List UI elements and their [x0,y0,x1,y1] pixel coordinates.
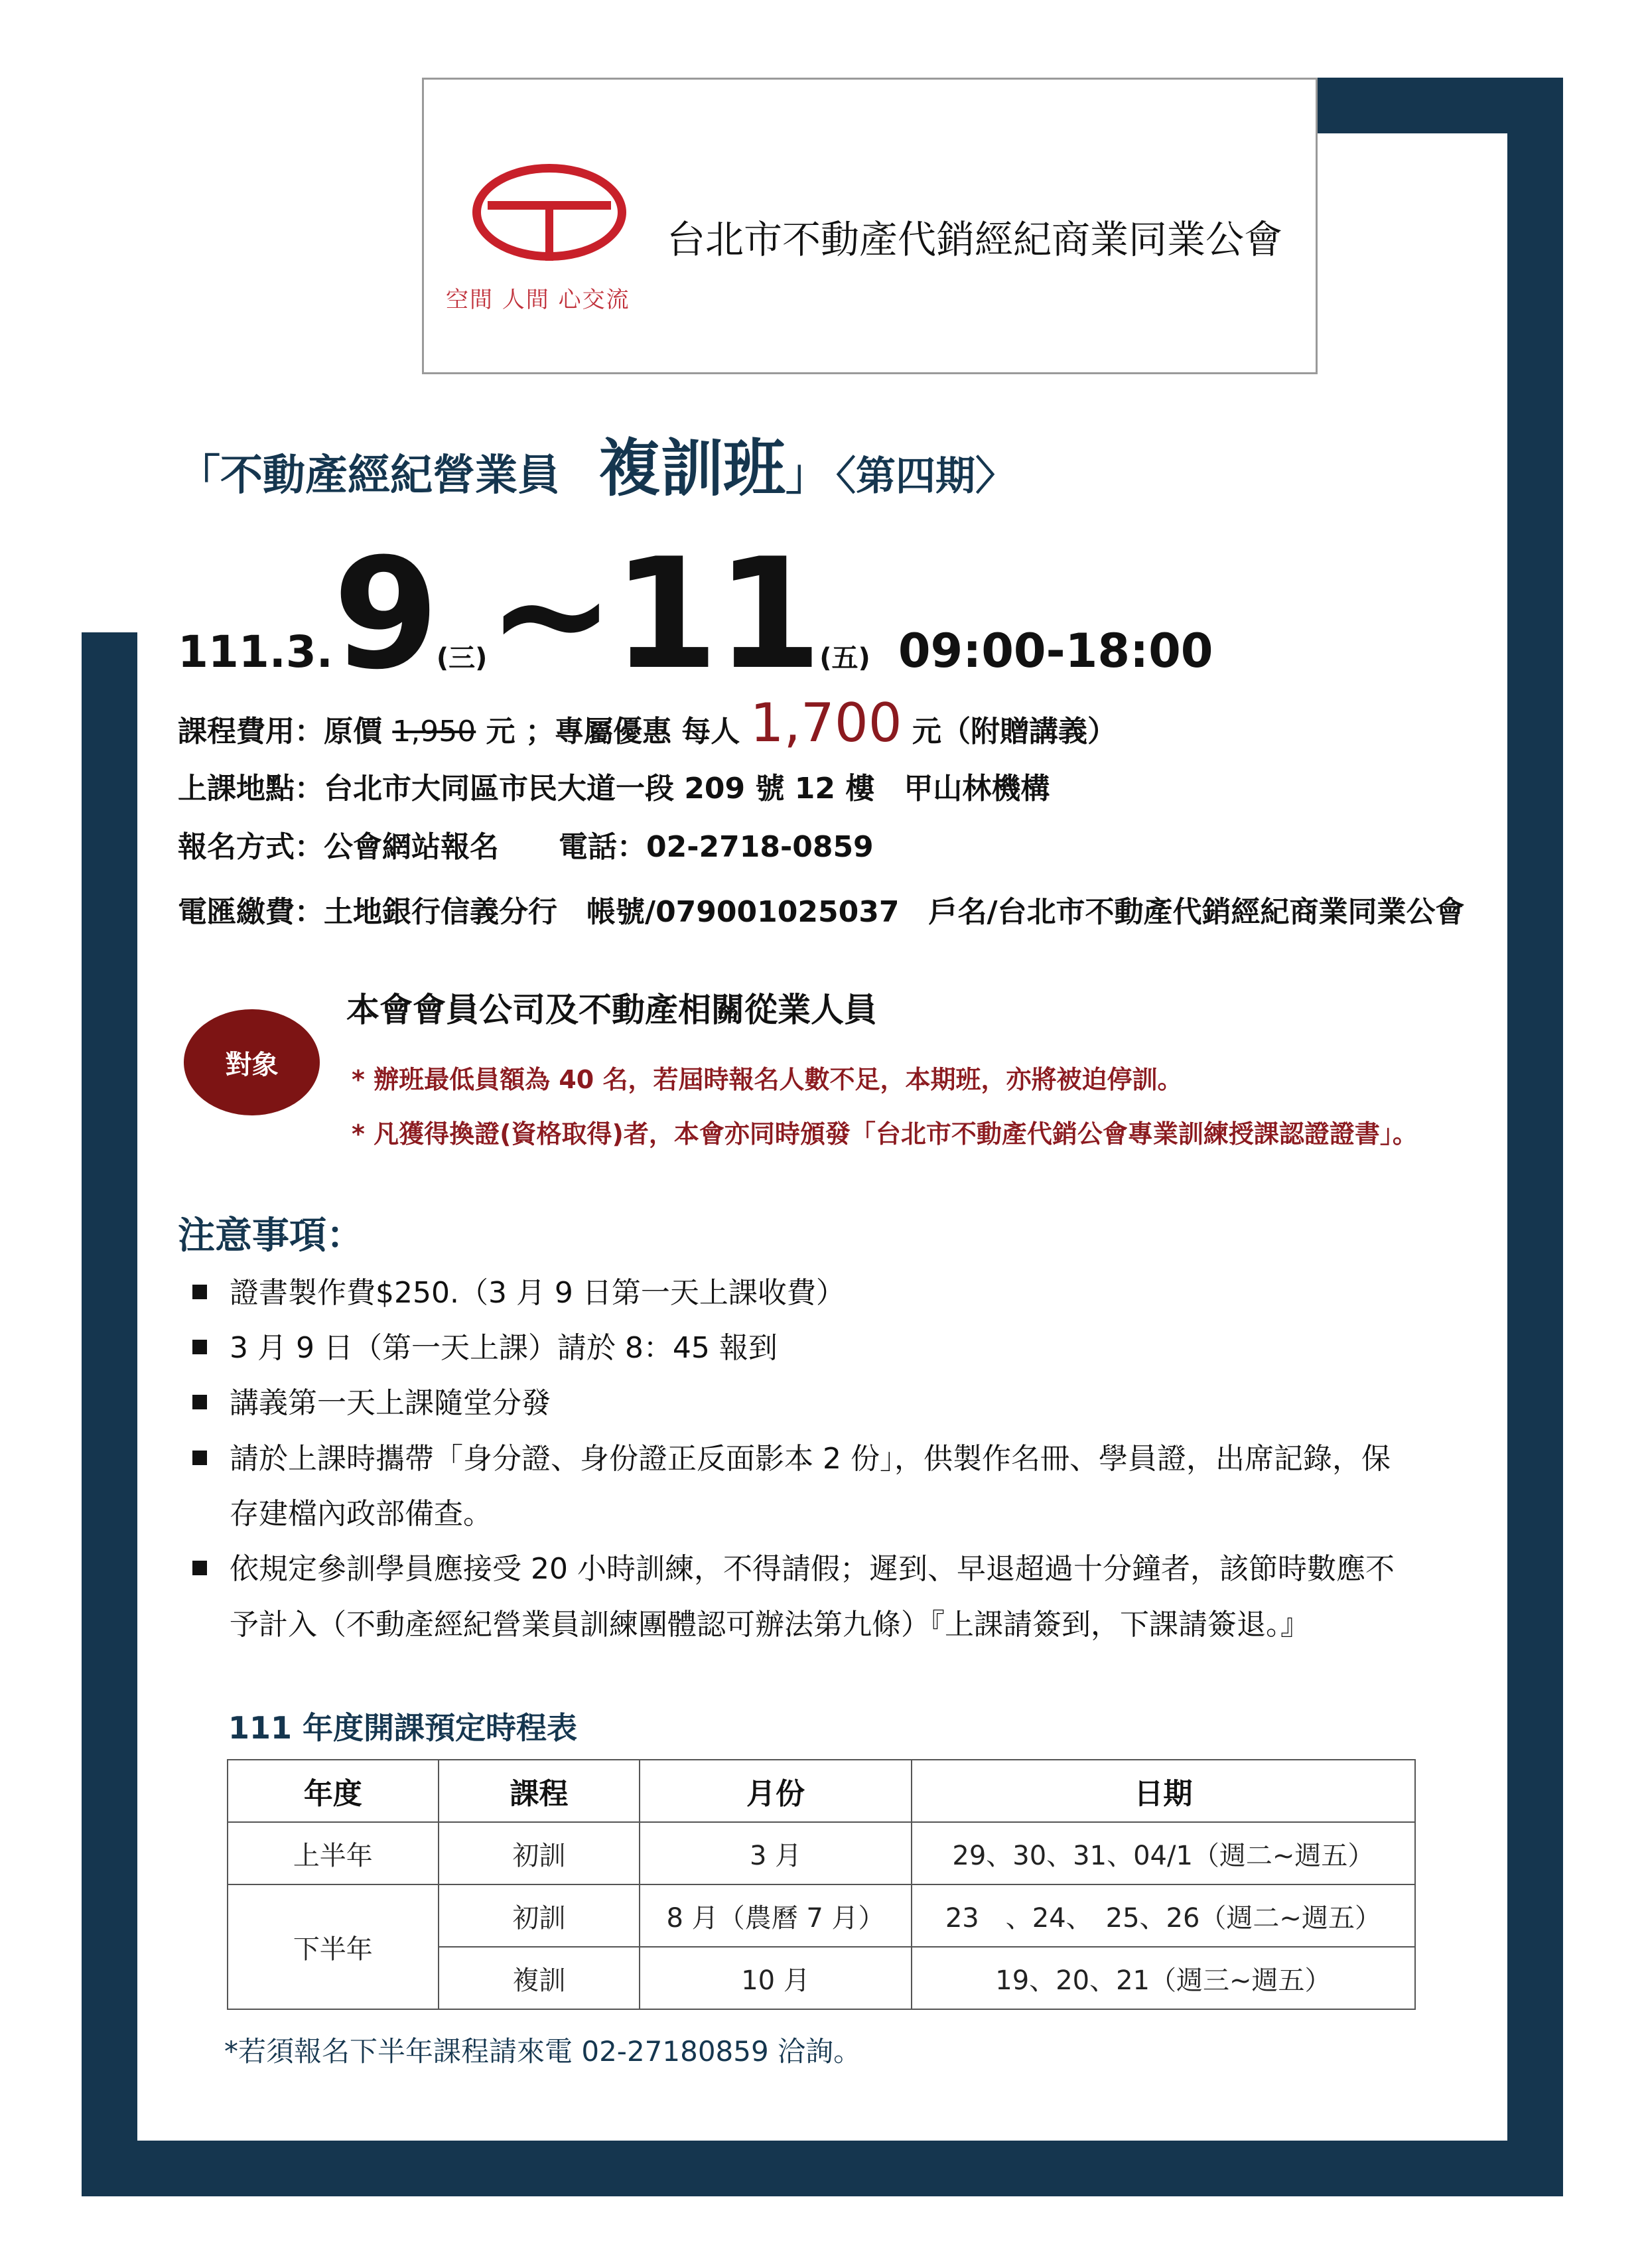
header-course: 課程 [439,1760,640,1822]
target-heading: 本會會員公司及不動產相關從業人員 [346,991,877,1029]
signup-line [178,823,874,865]
date-end-day: ~11 [487,526,820,703]
location-line: 上課地點：台北市大同區市民大道一段 209 號 12 樓 甲山林機構 [178,772,1050,806]
schedule-footnote: *若須報名下半年課程請來電 02-27180859 洽詢。 [224,2035,862,2068]
cell-course: 初訓 [439,1884,640,1947]
date-start-day: 9 [332,526,437,703]
note-item: 3 月 9 日（第一天上課）請於 8：45 報到 [192,1324,778,1366]
note-item: 證書製作費$250.（3 月 9 日第一天上課收費） [192,1269,845,1311]
cell-year: 上半年 [228,1822,439,1884]
date-year-month: 111.3. [178,626,333,677]
fee-label: 課程費用：原價 [178,715,382,748]
bullet-icon [192,1395,207,1409]
frame-right-bar [1507,78,1563,2196]
cell-dates: 29、30、31、04/1（週二~週五） [912,1822,1415,1884]
org-name: 台北市不動產代銷經紀商業同業公會 [667,217,1283,262]
target-badge: 對象 [184,1009,320,1115]
signup-method: 報名方式：公會網站報名 [178,830,499,864]
notes-title: 注意事項： [178,1214,364,1257]
bullet-icon [192,1285,207,1299]
frame-left-bar [82,632,137,2196]
note-item-continuation: 予計入（不動產經紀營業員訓練團體認可辦法第九條）『上課請簽到，下課請簽退。』 [230,1608,1310,1642]
fee-original: 1,950 [392,715,476,748]
date-start-weekday: (三) [436,643,488,673]
bullet-icon [192,1561,207,1575]
title-part-3: 」 [786,451,829,500]
frame-bottom-bar [82,2141,1563,2196]
fee-discount: 1,700 [750,692,902,754]
header-month: 月份 [640,1760,912,1822]
bullet-icon [192,1340,207,1354]
fee-tail: 元（附贈講義） [912,715,1117,748]
fee-line [178,692,1117,754]
fee-mid: 元 ；專屬優惠 每人 [486,715,740,748]
table-row [228,1884,1415,1947]
header-dates: 日期 [912,1760,1415,1822]
date-time: 09:00-18:00 [898,624,1213,678]
target-note-1: * 辦班最低員額為 40 名，若屆時報名人數不足，本期班，亦將被迫停訓。 [352,1065,1183,1094]
cell-dates: 23 、24、 25、26（週二~週五） [912,1884,1415,1947]
course-title [178,418,1015,508]
cell-month: 8 月（農曆 7 月） [640,1884,912,1947]
note-item: 請於上課時攜帶「身分證、身份證正反面影本 2 份」，供製作名冊、學員證，出席記錄，保 [192,1435,1391,1477]
table-header-row [228,1760,1415,1822]
date-line [178,526,1213,703]
target-note-2: * 凡獲得換證(資格取得)者，本會亦同時頒發「台北市不動產代銷公會專業訓練授課認證證書」。 [352,1119,1418,1149]
title-part-2: 複訓班 [598,433,786,505]
cell-course: 複訓 [439,1947,640,2009]
schedule-title: 111 年度開課預定時程表 [228,1710,578,1746]
logo-stem [545,201,553,261]
title-part-1: 「不動產經紀營業員 [178,451,560,500]
date-end-weekday: (五) [819,643,870,673]
bank-line: 電匯繳費：土地銀行信義分行 帳號/079001025037 戶名/台北市不動產代銷經紀商業同業公會 [178,895,1465,929]
table-row [228,1822,1415,1884]
logo-tagline: 空間 人間 心交流 [446,287,630,313]
cell-month: 10 月 [640,1947,912,2009]
header-year: 年度 [228,1760,439,1822]
cell-month: 3 月 [640,1822,912,1884]
cell-course: 初訓 [439,1822,640,1884]
cell-dates: 19、20、21（週三~週五） [912,1947,1415,2009]
title-part-4: 〈第四期〉 [836,453,1016,500]
schedule-table [227,1759,1416,2010]
note-item-continuation: 存建檔內政部備查。 [230,1497,492,1531]
note-item: 依規定參訓學員應接受 20 小時訓練，不得請假；遲到、早退超過十分鐘者，該節時數應不 [192,1545,1395,1587]
phone: 電話：02-2718-0859 [559,830,874,864]
cell-year: 下半年 [228,1884,439,2009]
note-item: 講義第一天上課隨堂分發 [192,1379,551,1421]
bullet-icon [192,1451,207,1465]
